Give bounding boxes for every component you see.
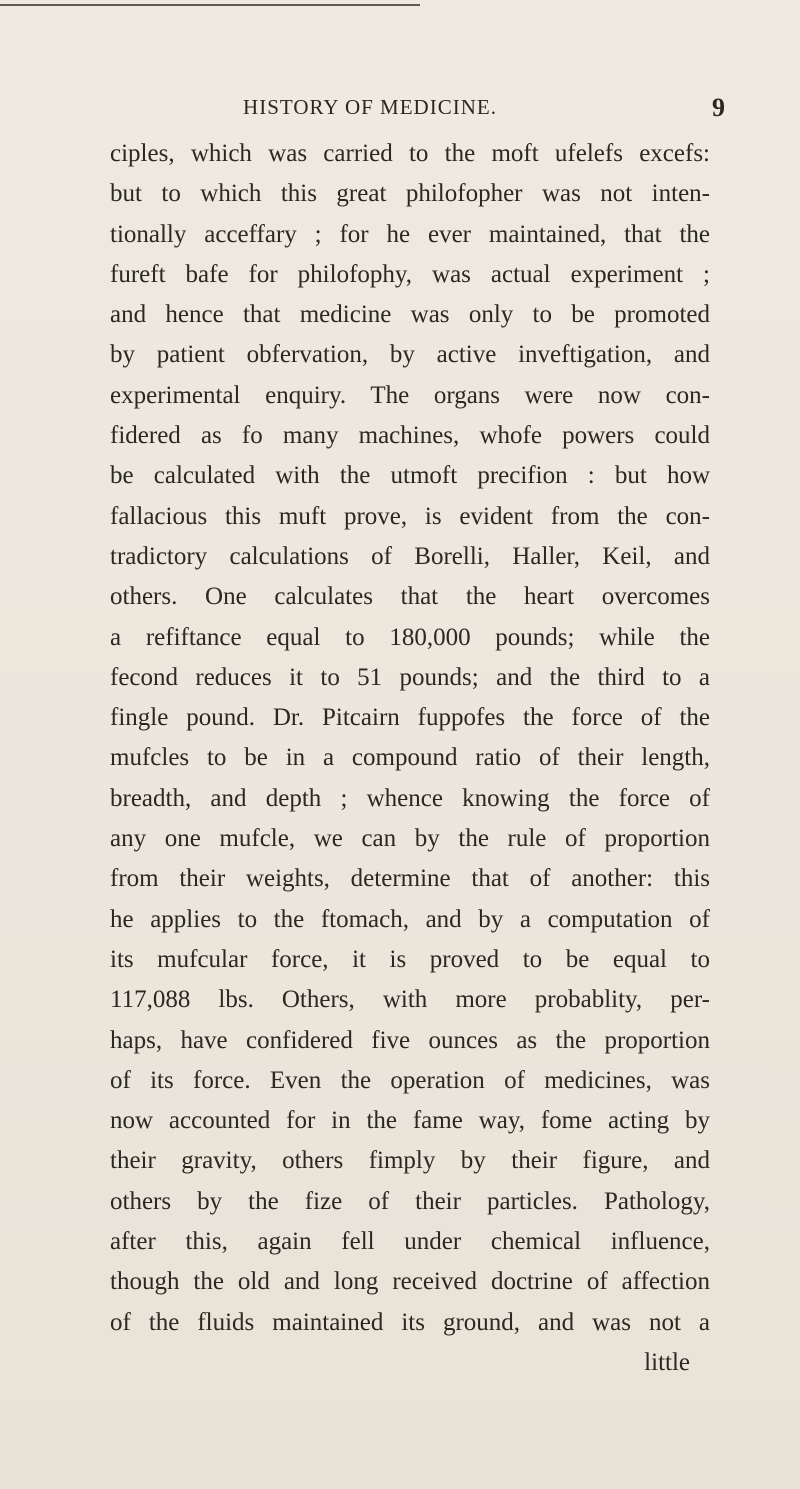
text-line: from their weights, determine that of another: this — [110, 865, 710, 893]
text-line: its mufcular force, it is proved to be equal to — [110, 945, 710, 973]
text-line: experimental enquiry. The organs were now con- — [110, 381, 710, 409]
page-number: 9 — [712, 93, 725, 122]
running-head: HISTORY OF MEDICINE. — [243, 95, 497, 119]
text-line: tradictory calculations of Borelli, Haller, Keil, and — [110, 542, 710, 570]
text-line: fingle pound. Dr. Pitcairn fuppofes the force of the — [110, 704, 710, 732]
text-line: he applies to the ftomach, and by a computation of — [110, 905, 710, 933]
text-line: 117,088 lbs. Others, with more probablity, per- — [110, 986, 710, 1014]
text-line: fallacious this muft prove, is evident from the con- — [110, 502, 710, 530]
text-line: ciples, which was carried to the moft ufelefs excefs: — [110, 140, 710, 167]
text-line: of the fluids maintained its ground, and was not a — [110, 1308, 710, 1336]
text-line: any one mufcle, we can by the rule of proportion — [110, 825, 710, 853]
top-edge-line — [0, 4, 420, 6]
catchword: little — [644, 1348, 690, 1376]
text-line: their gravity, others fimply by their figure, and — [110, 1147, 710, 1175]
text-line: by patient obfervation, by active inveftigation, and — [110, 341, 710, 369]
text-line: but to which this great philofopher was not inten- — [110, 180, 710, 208]
text-line: and hence that medicine was only to be promoted — [110, 301, 710, 329]
text-line: fidered as fo many machines, whofe powers could — [110, 422, 710, 450]
text-line: after this, again fell under chemical influence, — [110, 1228, 710, 1256]
text-line: though the old and long received doctrine of affection — [110, 1268, 710, 1296]
text-line: of its force. Even the operation of medicines, was — [110, 1066, 710, 1094]
text-line: haps, have confidered five ounces as the proportion — [110, 1026, 710, 1054]
text-line: fureft bafe for philofophy, was actual experiment ; — [110, 260, 710, 288]
text-line: others. One calculates that the heart overcomes — [110, 583, 710, 611]
body-text — [110, 134, 710, 1383]
text-line: breadth, and depth ; whence knowing the force of — [110, 784, 710, 812]
text-line: be calculated with the utmoft precifion : but how — [110, 462, 710, 490]
text-line: tionally acceffary ; for he ever maintained, that the — [110, 220, 710, 248]
text-line: now accounted for in the fame way, fome acting by — [110, 1107, 710, 1135]
text-line: others by the fize of their particles. Pathology, — [110, 1187, 710, 1215]
text-line: fecond reduces it to 51 pounds; and the third to a — [110, 663, 710, 691]
text-line: mufcles to be in a compound ratio of their length, — [110, 744, 710, 772]
text-line: a refiftance equal to 180,000 pounds; while the — [110, 623, 710, 651]
